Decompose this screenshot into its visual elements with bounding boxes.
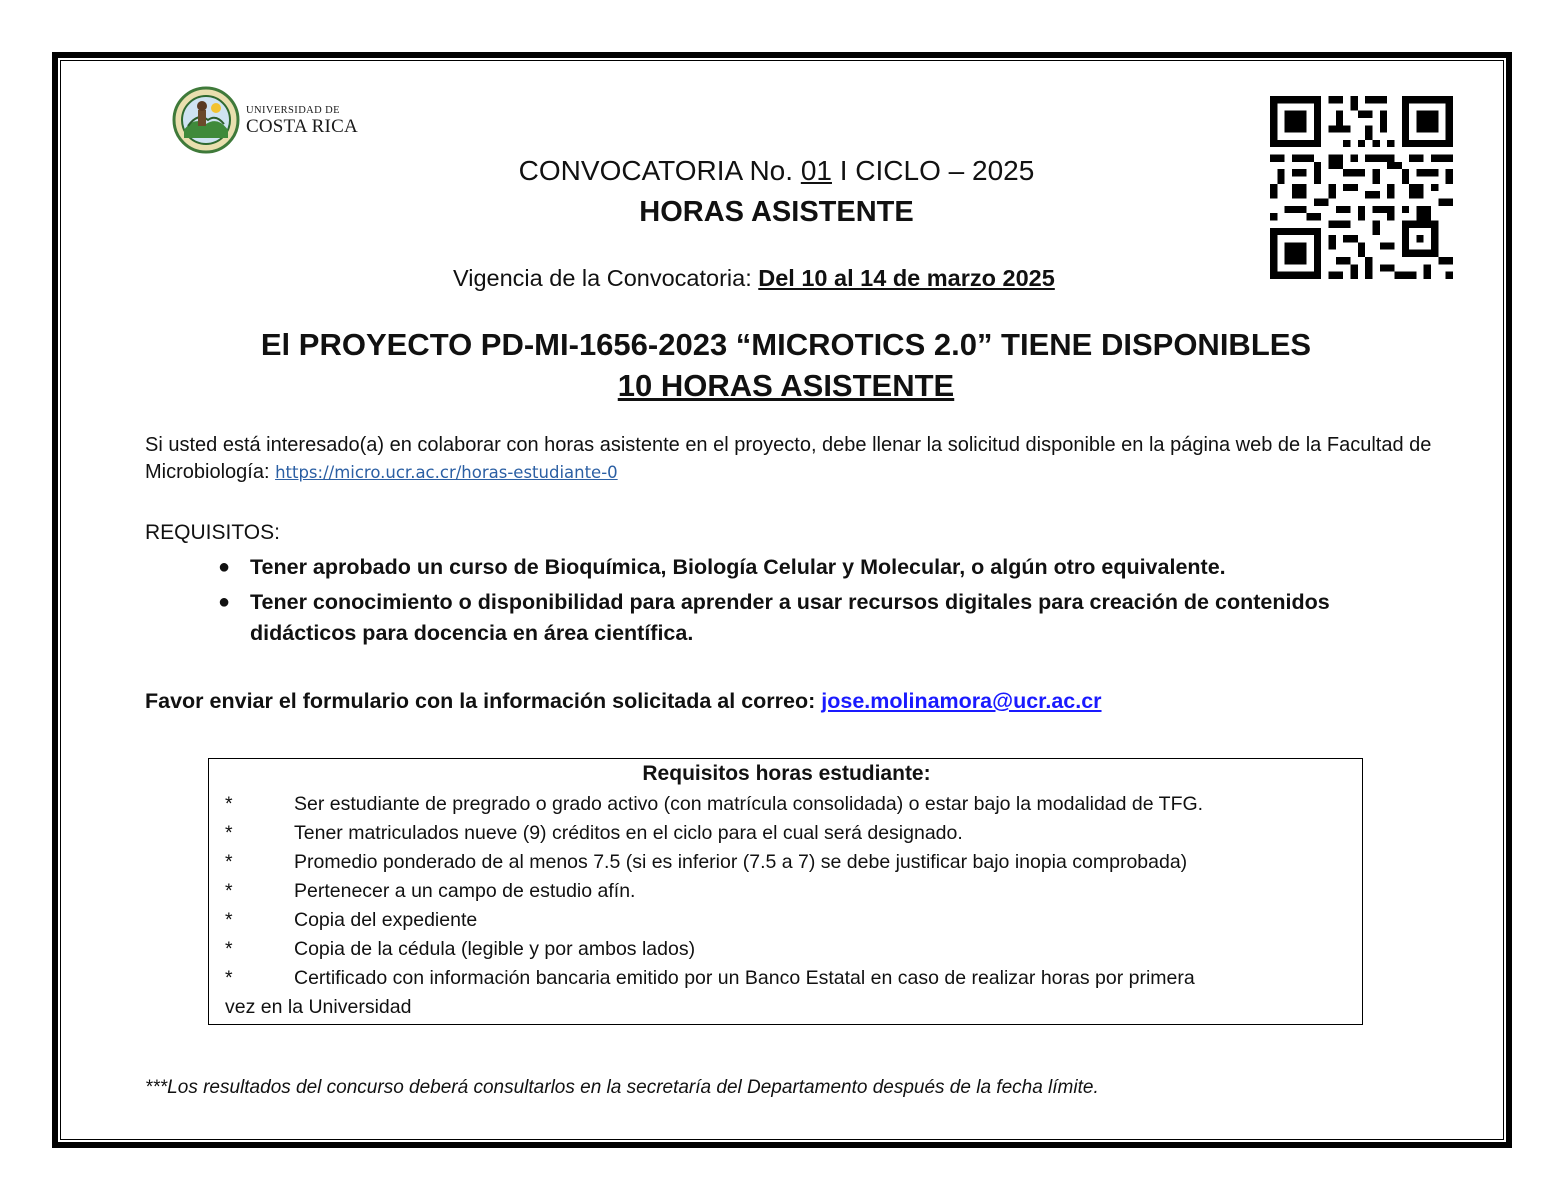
ucr-seal-icon (172, 86, 240, 154)
list-item: * Copia de la cédula (legible y por ambos lados) (225, 938, 696, 960)
list-item: * Certificado con información bancaria emitido por un Banco Estatal en caso de realizar horas por primera (225, 967, 1195, 989)
box-title: Requisitos horas estudiante: (642, 762, 931, 785)
call-number: 01 (800, 155, 832, 186)
requirements-list (218, 552, 1418, 653)
list-item: * Ser estudiante de pregrado o grado activo (con matrícula consolidada) o estar bajo la modalidad de TFG. (225, 793, 1204, 815)
send-instructions: Favor enviar el formulario con la información solicitada al correo: jose.molinamora@ucr.ac.cr (145, 689, 1102, 713)
bullet-icon: ● (218, 591, 231, 613)
logo-line1: UNIVERSIDAD DE (246, 104, 340, 116)
call-subtitle: HORAS ASISTENTE (639, 196, 914, 228)
qr-code-icon[interactable] (1270, 96, 1453, 279)
intro-text: Si usted está interesado(a) en colaborar con horas asistente en el proyecto, debe llenar la solicitud disponible en la página web de la Facultad de Microbiología: (145, 434, 1432, 483)
intro-paragraph (145, 432, 1445, 486)
call-title: CONVOCATORIA No. 01 I CICLO – 2025 (518, 155, 1035, 186)
bullet-icon: ● (218, 556, 231, 578)
validity-dates: Del 10 al 14 de marzo 2025 (758, 265, 1055, 291)
list-item: * Copia del expediente (225, 909, 478, 931)
list-item-continuation: vez en la Universidad (225, 996, 412, 1018)
student-requirements-box (208, 758, 1363, 1025)
application-link[interactable]: https://micro.ucr.ac.cr/horas-estudiante-0 (275, 463, 618, 482)
contact-email-link[interactable]: jose.molinamora@ucr.ac.cr (821, 689, 1102, 713)
project-headline: El PROYECTO PD-MI-1656-2023 “MICROTICS 2.0” TIENE DISPONIBLES (260, 327, 1312, 362)
logo-line2: COSTA RICA (246, 116, 358, 138)
list-item: * Pertenecer a un campo de estudio afín. (225, 880, 636, 902)
validity-line (453, 265, 1055, 292)
requirements-heading: REQUISITOS: (145, 521, 280, 544)
list-item: ● Tener aprobado un curso de Bioquímica, Biología Celular y Molecular, o algún otro equivalente. (218, 552, 1418, 583)
ucr-logo (172, 86, 358, 154)
list-item: * Tener matriculados nueve (9) créditos en el ciclo para el cual será designado. (225, 822, 963, 844)
list-item: ● Tener conocimiento o disponibilidad para aprender a usar recursos digitales para creación de contenidos didácticos para docencia en área científica. (218, 587, 1418, 649)
validity-label: Vigencia de la Convocatoria: (453, 265, 759, 291)
list-item: * Promedio ponderado de al menos 7.5 (si es inferior (7.5 a 7) se debe justificar bajo inopia comprobada) (225, 851, 1188, 873)
hours-available: 10 HORAS ASISTENTE (617, 368, 955, 403)
footnote: ***Los resultados del concurso deberá consultarlos en la secretaría del Departamento después de la fecha límite. (145, 1077, 1099, 1098)
